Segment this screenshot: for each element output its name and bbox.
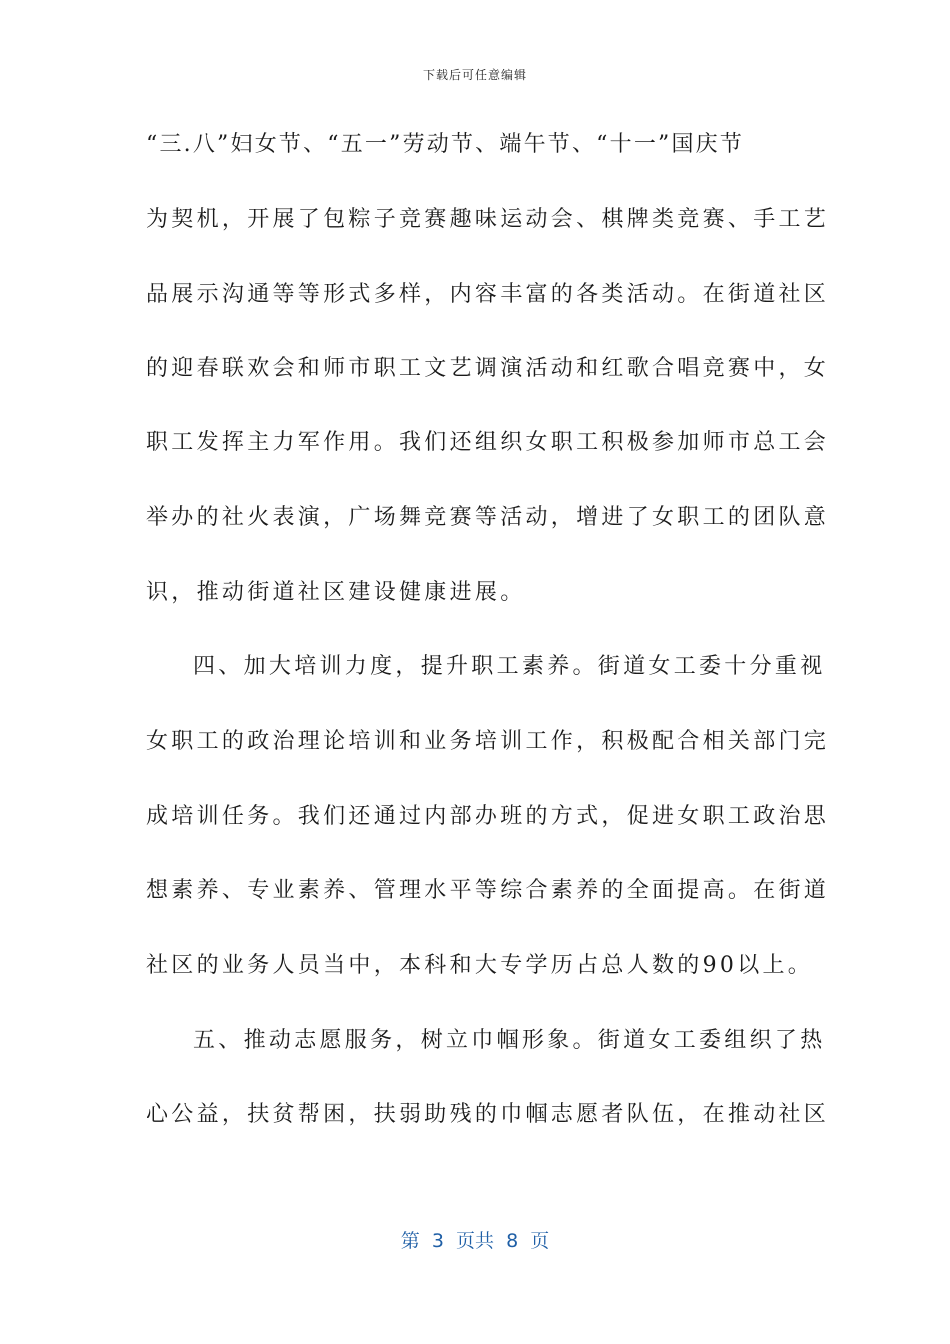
paragraph-line: 识，推动街道社区建设健康进展。 — [146, 580, 526, 605]
paragraph-line: 四、加大培训力度，提升职工素养。街道女工委十分重视 — [193, 654, 826, 679]
paragraph-line: 为契机，开展了包粽子竞赛趣味运动会、棋牌类竞赛、手工艺 — [146, 207, 830, 232]
paragraph-line: 五、推动志愿服务，树立巾帼形象。街道女工委组织了热 — [193, 1028, 826, 1053]
page-number-footer: 第 3 页共 8 页 — [400, 1230, 550, 1252]
paragraph-line: 成培训任务。我们还通过内部办班的方式，促进女职工政治思 — [146, 804, 830, 829]
paragraph-line: 品展示沟通等等形式多样，内容丰富的各类活动。在街道社区 — [146, 282, 830, 307]
paragraph-line: 职工发挥主力军作用。我们还组织女职工积极参加师市总工会 — [146, 430, 830, 455]
paragraph-line: 举办的社火表演，广场舞竞赛等活动，增进了女职工的团队意 — [146, 505, 830, 530]
paragraph-line: 社区的业务人员当中，本科和大专学历占总人数的90以上。 — [146, 953, 814, 978]
paragraph-line: 的迎春联欢会和师市职工文艺调演活动和红歌合唱竞赛中，女 — [146, 356, 830, 381]
paragraph-line: 心公益，扶贫帮困，扶弱助残的巾帼志愿者队伍，在推动社区 — [146, 1102, 830, 1127]
paragraph-line: 想素养、专业素养、管理水平等综合素养的全面提高。在街道 — [146, 878, 830, 903]
page-header: 下载后可任意编辑 — [422, 68, 527, 82]
paragraph-line: “三.八”妇女节、“五一”劳动节、端午节、“十一”国庆节 — [146, 132, 745, 157]
paragraph-line: 女职工的政治理论培训和业务培训工作，积极配合相关部门完 — [146, 729, 830, 754]
